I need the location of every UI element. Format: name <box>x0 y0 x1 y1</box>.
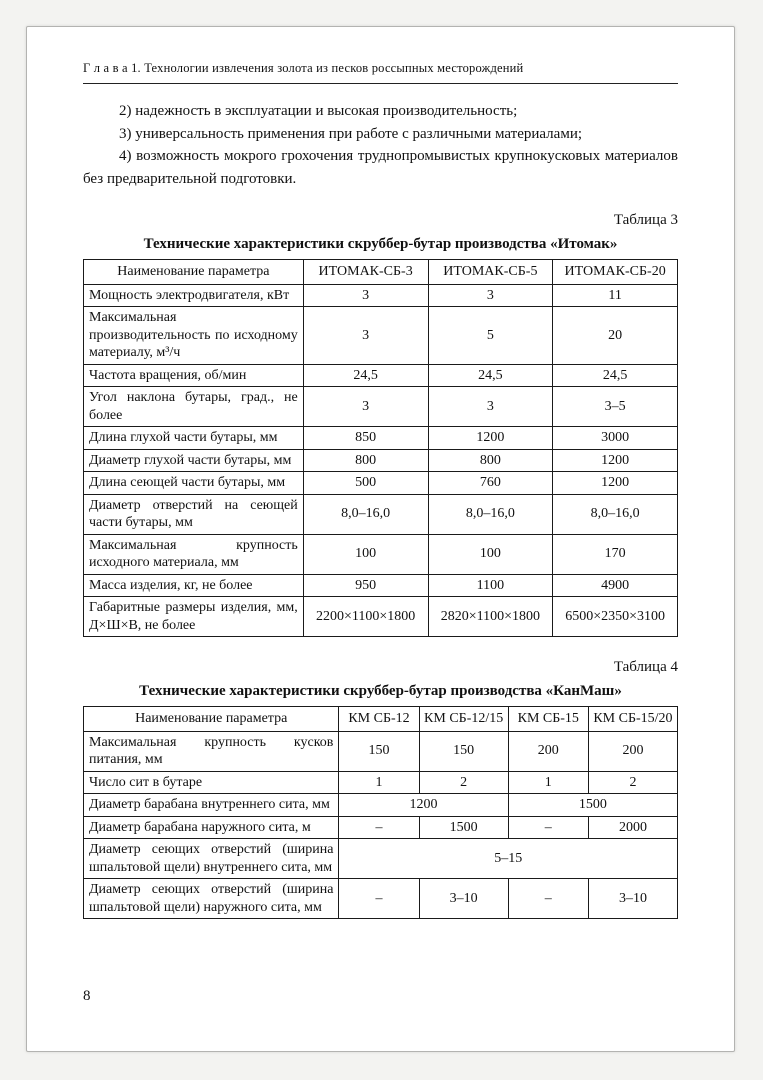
value-cell: 200 <box>508 731 588 771</box>
value-cell: 200 <box>588 731 677 771</box>
table-row <box>84 771 678 794</box>
value-cell: – <box>508 879 588 919</box>
value-cell: 2 <box>588 771 677 794</box>
table-kanmash <box>83 706 678 919</box>
value-cell: 4900 <box>553 574 678 597</box>
column-header-model-2: ИТОМАК-СБ-5 <box>428 260 553 285</box>
value-cell: 1 <box>339 771 419 794</box>
value-cell: 1200 <box>553 449 678 472</box>
value-cell: 950 <box>303 574 428 597</box>
value-cell-span: 1500 <box>508 794 677 817</box>
column-header-model-3: КМ СБ-15 <box>508 707 588 732</box>
value-cell: – <box>339 879 419 919</box>
column-header-parameter: Наименование параметра <box>84 707 339 732</box>
value-cell: 1 <box>508 771 588 794</box>
value-cell: 1200 <box>553 472 678 495</box>
value-cell: 1100 <box>428 574 553 597</box>
value-cell: – <box>508 816 588 839</box>
table-header-row <box>84 707 678 732</box>
table-row <box>84 731 678 771</box>
body-text <box>83 100 678 190</box>
table-row <box>84 494 678 534</box>
param-name: Масса изделия, кг, не более <box>84 574 304 597</box>
value-cell: 3 <box>428 387 553 427</box>
table-row <box>84 387 678 427</box>
column-header-parameter: Наименование параметра <box>84 260 304 285</box>
table-header-row <box>84 260 678 285</box>
value-cell: 2820×1100×1800 <box>428 597 553 637</box>
value-cell: 2200×1100×1800 <box>303 597 428 637</box>
param-name: Диаметр сеющих отверстий (ширина шпальтовой щели) наружного сита, мм <box>84 879 339 919</box>
param-name: Число сит в бутаре <box>84 771 339 794</box>
param-name: Максимальная крупность кусков питания, мм <box>84 731 339 771</box>
value-cell: 1200 <box>428 427 553 450</box>
value-cell: 3–10 <box>588 879 677 919</box>
table-row <box>84 794 678 817</box>
value-cell: 2000 <box>588 816 677 839</box>
value-cell: 800 <box>428 449 553 472</box>
value-cell: 6500×2350×3100 <box>553 597 678 637</box>
value-cell-span: 5–15 <box>339 839 678 879</box>
param-name: Максимальная производительность по исходному материалу, м³/ч <box>84 307 304 365</box>
param-name: Максимальная крупность исходного материала, мм <box>84 534 304 574</box>
value-cell: 24,5 <box>303 364 428 387</box>
table-itomak <box>83 259 678 637</box>
table4-label: Таблица 4 <box>613 659 678 675</box>
table4-title: Технические характеристики скруббер-бутар производства «КанМаш» <box>139 683 622 699</box>
table-row <box>84 427 678 450</box>
value-cell: 800 <box>303 449 428 472</box>
value-cell: 3–10 <box>419 879 508 919</box>
value-cell: 3 <box>303 284 428 307</box>
table-row <box>84 597 678 637</box>
table-row <box>84 879 678 919</box>
param-name: Диаметр отверстий на сеющей части бутары, мм <box>84 494 304 534</box>
param-name: Мощность электродвигателя, кВт <box>84 284 304 307</box>
value-cell: 3–5 <box>553 387 678 427</box>
value-cell: 8,0–16,0 <box>428 494 553 534</box>
table-row <box>84 534 678 574</box>
value-cell: 500 <box>303 472 428 495</box>
value-cell: 3 <box>303 387 428 427</box>
param-name: Диаметр барабана наружного сита, м <box>84 816 339 839</box>
value-cell: 20 <box>553 307 678 365</box>
table3-label: Таблица 3 <box>613 212 678 228</box>
value-cell: 100 <box>303 534 428 574</box>
value-cell: 100 <box>428 534 553 574</box>
param-name: Габаритные размеры изделия, мм, Д×Ш×В, не более <box>84 597 304 637</box>
value-cell: 3000 <box>553 427 678 450</box>
table3-title: Технические характеристики скруббер-бутар производства «Итомак» <box>143 236 618 252</box>
value-cell: 760 <box>428 472 553 495</box>
page-number: 8 <box>83 988 91 1004</box>
param-name: Диаметр барабана внутреннего сита, мм <box>84 794 339 817</box>
table-row <box>84 449 678 472</box>
value-cell: 170 <box>553 534 678 574</box>
value-cell: 2 <box>419 771 508 794</box>
table-row <box>84 472 678 495</box>
param-name: Угол наклона бутары, град., не более <box>84 387 304 427</box>
value-cell-span: 1200 <box>339 794 508 817</box>
param-name: Диаметр сеющих отверстий (ширина шпальтовой щели) внутреннего сита, мм <box>84 839 339 879</box>
value-cell: 150 <box>339 731 419 771</box>
param-name: Частота вращения, об/мин <box>84 364 304 387</box>
table-row <box>84 839 678 879</box>
value-cell: 3 <box>428 284 553 307</box>
list-item-4: 4) возможность мокрого грохочения труднопромывистых крупнокусковых материалов без предварительной подготовки. <box>83 148 678 187</box>
value-cell: 5 <box>428 307 553 365</box>
param-name: Диаметр глухой части бутары, мм <box>84 449 304 472</box>
document-page <box>26 26 735 1052</box>
value-cell: 11 <box>553 284 678 307</box>
value-cell: 150 <box>419 731 508 771</box>
value-cell: 8,0–16,0 <box>553 494 678 534</box>
column-header-model-1: ИТОМАК-СБ-3 <box>303 260 428 285</box>
column-header-model-2: КМ СБ-12/15 <box>419 707 508 732</box>
running-header: Г л а в а 1. Технологии извлечения золота из песков россыпных месторождений <box>83 27 678 84</box>
param-name: Длина глухой части бутары, мм <box>84 427 304 450</box>
value-cell: 24,5 <box>428 364 553 387</box>
value-cell: – <box>339 816 419 839</box>
column-header-model-4: КМ СБ-15/20 <box>588 707 677 732</box>
param-name: Длина сеющей части бутары, мм <box>84 472 304 495</box>
list-item-2: 2) надежность в эксплуатации и высокая производительность; <box>119 103 518 119</box>
table-row <box>84 816 678 839</box>
value-cell: 1500 <box>419 816 508 839</box>
table-row <box>84 284 678 307</box>
page-content <box>27 27 734 1051</box>
value-cell: 24,5 <box>553 364 678 387</box>
column-header-model-1: КМ СБ-12 <box>339 707 419 732</box>
value-cell: 3 <box>303 307 428 365</box>
value-cell: 850 <box>303 427 428 450</box>
list-item-3: 3) универсальность применения при работе с различными материалами; <box>119 125 583 142</box>
table-row <box>84 574 678 597</box>
column-header-model-3: ИТОМАК-СБ-20 <box>553 260 678 285</box>
table-row <box>84 307 678 365</box>
value-cell: 8,0–16,0 <box>303 494 428 534</box>
table-row <box>84 364 678 387</box>
